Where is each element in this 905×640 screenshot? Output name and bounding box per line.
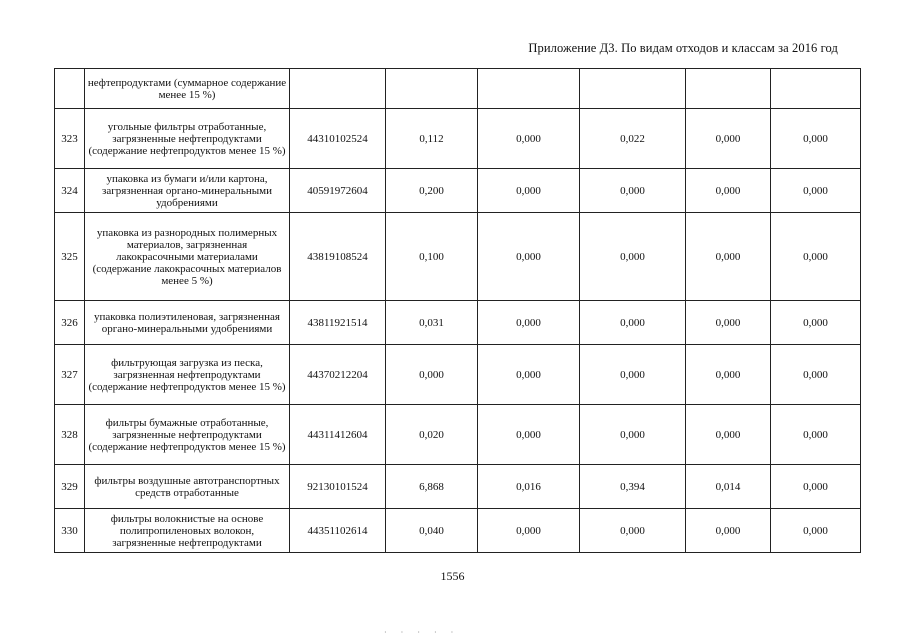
- table-row: [55, 405, 861, 465]
- value-cell: 0,000: [771, 509, 861, 553]
- value-cell: 0,000: [771, 301, 861, 345]
- page-header-title: Приложение Д3. По видам отходов и классам за 2016 год: [528, 41, 838, 55]
- value-cell: 0,000: [580, 169, 686, 213]
- waste-name: упаковка полиэтиленовая, загрязненная органо-минеральными удобрениями: [85, 301, 290, 345]
- row-number: 327: [55, 345, 85, 405]
- waste-name: фильтры бумажные отработанные, загрязненные нефтепродуктами (содержание нефтепродуктов менее 15 %): [85, 405, 290, 465]
- value-cell: 6,868: [386, 465, 478, 509]
- value-cell: 0,000: [478, 169, 580, 213]
- waste-name: угольные фильтры отработанные, загрязненные нефтепродуктами (содержание нефтепродуктов менее 15 %): [85, 109, 290, 169]
- value-cell: [686, 69, 771, 109]
- value-cell: [478, 69, 580, 109]
- table-row: [55, 213, 861, 301]
- waste-name: упаковка из бумаги и/или картона, загрязненная органо-минеральными удобрениями: [85, 169, 290, 213]
- row-number: 330: [55, 509, 85, 553]
- value-cell: 0,000: [580, 509, 686, 553]
- row-number: 323: [55, 109, 85, 169]
- value-cell: 0,200: [386, 169, 478, 213]
- value-cell: 0,000: [771, 109, 861, 169]
- waste-name: фильтрующая загрузка из песка, загрязненная нефтепродуктами (содержание нефтепродуктов менее 15 %): [85, 345, 290, 405]
- value-cell: 0,000: [686, 301, 771, 345]
- row-number: 325: [55, 213, 85, 301]
- waste-code: 44310102524: [290, 109, 386, 169]
- value-cell: 0,000: [686, 213, 771, 301]
- waste-code: 92130101524: [290, 465, 386, 509]
- value-cell: 0,000: [686, 109, 771, 169]
- value-cell: 0,112: [386, 109, 478, 169]
- value-cell: 0,000: [478, 213, 580, 301]
- scan-artifact-top: [706, 0, 813, 4]
- value-cell: 0,000: [686, 405, 771, 465]
- value-cell: 0,014: [686, 465, 771, 509]
- waste-code: 43819108524: [290, 213, 386, 301]
- value-cell: 0,000: [771, 169, 861, 213]
- value-cell: [771, 69, 861, 109]
- value-cell: 0,016: [478, 465, 580, 509]
- waste-name: фильтры волокнистые на основе полипропиленовых волокон, загрязненные нефтепродуктами: [85, 509, 290, 553]
- waste-table: [54, 68, 861, 553]
- value-cell: 0,000: [686, 169, 771, 213]
- row-number: 328: [55, 405, 85, 465]
- value-cell: 0,020: [386, 405, 478, 465]
- table-row: [55, 509, 861, 553]
- waste-code: 43811921514: [290, 301, 386, 345]
- value-cell: 0,000: [771, 345, 861, 405]
- value-cell: [386, 69, 478, 109]
- value-cell: 0,000: [478, 405, 580, 465]
- row-number: 329: [55, 465, 85, 509]
- waste-name: упаковка из разнородных полимерных материалов, загрязненная лакокрасочными материалами (содержание лакокрасочных материалов менее 5 %): [85, 213, 290, 301]
- waste-code: [290, 69, 386, 109]
- value-cell: 0,000: [771, 213, 861, 301]
- value-cell: 0,000: [580, 345, 686, 405]
- value-cell: 0,000: [771, 405, 861, 465]
- row-number: 326: [55, 301, 85, 345]
- scan-artifact-bottom: · · · · ·: [384, 628, 460, 637]
- value-cell: [580, 69, 686, 109]
- value-cell: 0,000: [478, 509, 580, 553]
- value-cell: 0,000: [771, 465, 861, 509]
- table-row: [55, 109, 861, 169]
- value-cell: 0,000: [686, 509, 771, 553]
- value-cell: 0,040: [386, 509, 478, 553]
- value-cell: 0,000: [386, 345, 478, 405]
- table-row: [55, 345, 861, 405]
- value-cell: 0,000: [478, 345, 580, 405]
- waste-name: фильтры воздушные автотранспортных средств отработанные: [85, 465, 290, 509]
- table-row: [55, 69, 861, 109]
- value-cell: 0,000: [478, 109, 580, 169]
- waste-name: нефтепродуктами (суммарное содержание менее 15 %): [85, 69, 290, 109]
- table-row: [55, 169, 861, 213]
- page-number: 1556: [440, 569, 465, 583]
- waste-code: 44370212204: [290, 345, 386, 405]
- row-number: [55, 69, 85, 109]
- table-row: [55, 465, 861, 509]
- value-cell: 0,000: [686, 345, 771, 405]
- waste-code: 40591972604: [290, 169, 386, 213]
- value-cell: 0,394: [580, 465, 686, 509]
- waste-code: 44351102614: [290, 509, 386, 553]
- value-cell: 0,000: [580, 213, 686, 301]
- row-number: 324: [55, 169, 85, 213]
- value-cell: 0,031: [386, 301, 478, 345]
- value-cell: 0,000: [580, 405, 686, 465]
- table-row: [55, 301, 861, 345]
- waste-code: 44311412604: [290, 405, 386, 465]
- value-cell: 0,000: [580, 301, 686, 345]
- value-cell: 0,000: [478, 301, 580, 345]
- value-cell: 0,022: [580, 109, 686, 169]
- value-cell: 0,100: [386, 213, 478, 301]
